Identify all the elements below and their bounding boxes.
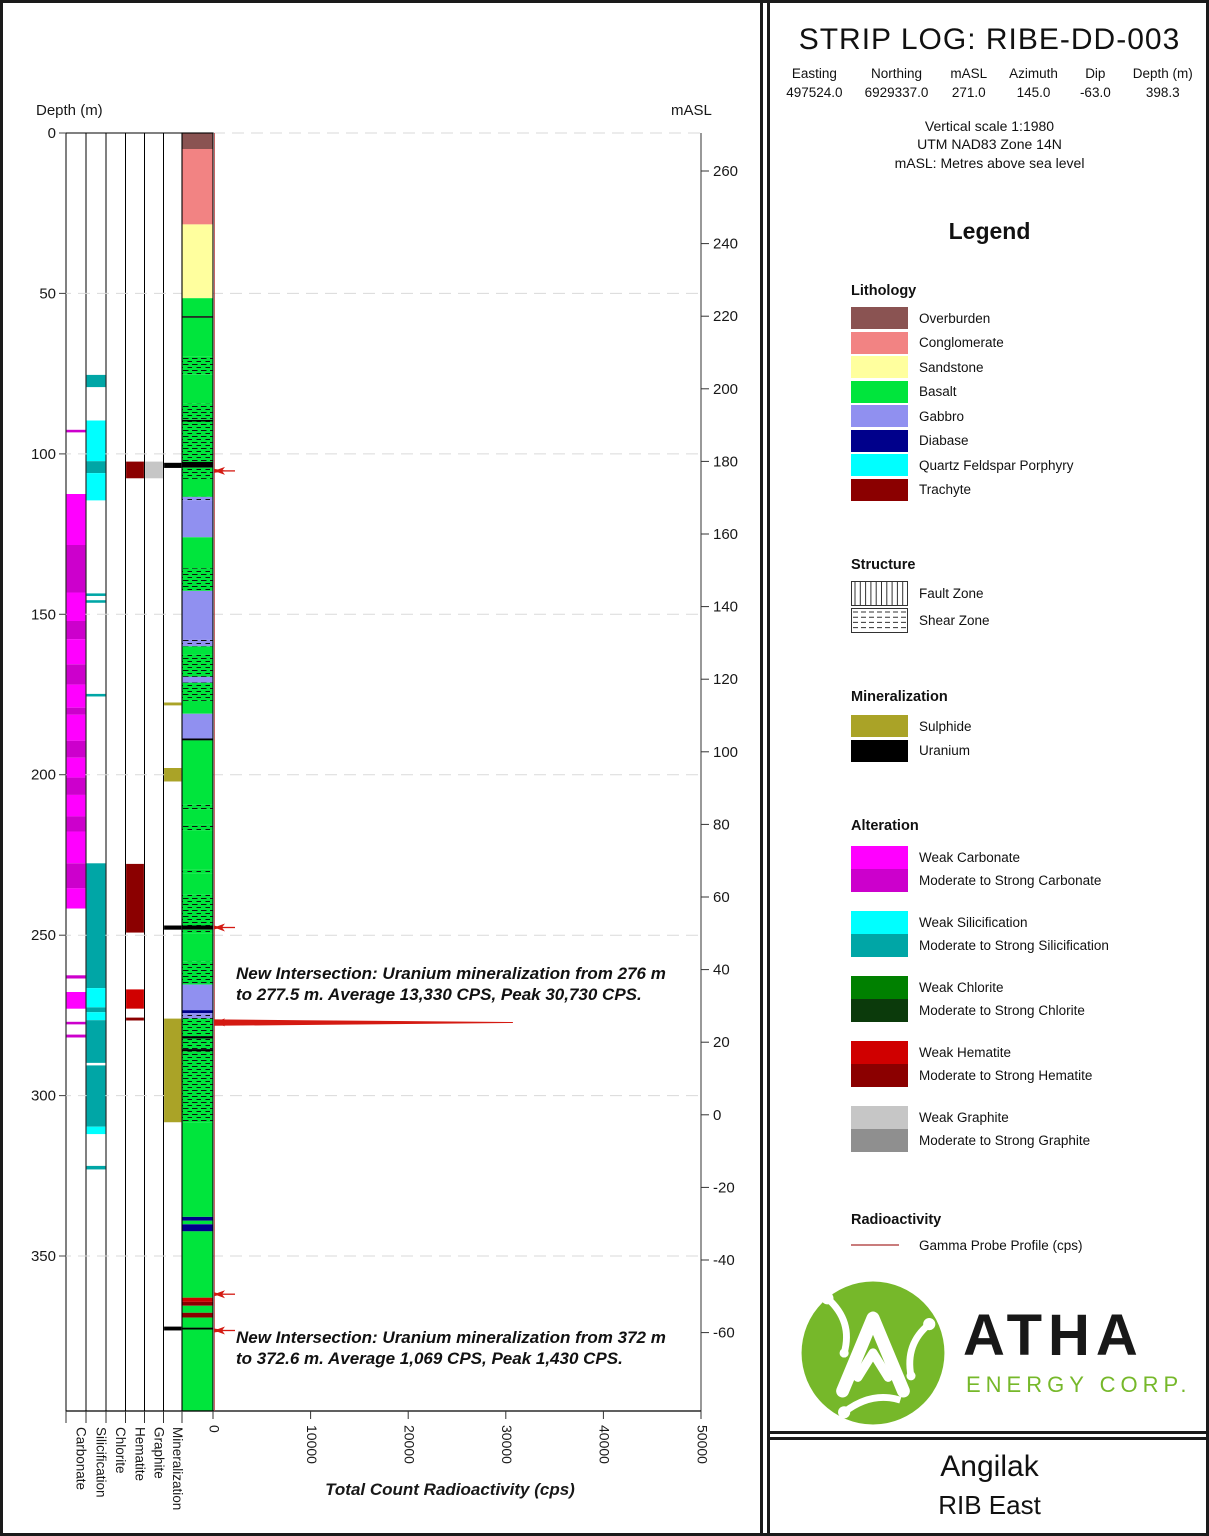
hematite-interval xyxy=(126,989,144,1008)
collar-field xyxy=(1080,65,1111,103)
shear-zone-pattern-icon xyxy=(851,608,908,633)
strip-log-plot xyxy=(3,3,763,1536)
shear-zone-overlay xyxy=(182,497,213,501)
legend-item-label: Diabase xyxy=(919,433,969,449)
project-footer xyxy=(770,1431,1209,1536)
legend-alteration-labels xyxy=(919,1106,1090,1152)
legend-section-alteration xyxy=(773,818,1206,1152)
masl-tick-label: 40 xyxy=(713,961,730,979)
uranium-interval xyxy=(164,1327,181,1331)
lithology-trachyte xyxy=(182,1302,213,1306)
collar-field xyxy=(1009,65,1058,103)
silicification-interval xyxy=(87,473,106,500)
masl-tick-label: 140 xyxy=(713,598,739,616)
legend-structure-item xyxy=(851,608,1206,633)
masl-axis-title: mASL xyxy=(671,102,712,119)
lithology-basalt xyxy=(182,1231,213,1297)
shear-zone-overlay xyxy=(182,568,213,590)
sulphide-interval xyxy=(164,768,181,781)
lithology-swatch-icon xyxy=(851,479,908,501)
hematite-swatch-icon xyxy=(851,1041,908,1087)
collar-field-value: 497524.0 xyxy=(786,84,843,100)
x-axis-tick-label: 10000 xyxy=(303,1425,320,1464)
sulphide-interval xyxy=(164,1019,181,1123)
collar-field-value: 271.0 xyxy=(951,84,986,100)
shear-zone-overlay xyxy=(182,1019,213,1037)
carbonate-interval xyxy=(67,430,86,433)
legend-lithology-item xyxy=(851,405,1206,427)
carbonate-interval xyxy=(67,816,86,831)
legend-heading: Mineralization xyxy=(851,689,948,706)
gamma-spike xyxy=(214,1019,513,1025)
legend-section-structure xyxy=(773,557,1206,634)
legend-mineralization-item xyxy=(851,715,1206,737)
carbonate-interval xyxy=(67,593,86,622)
strong-swatch-half xyxy=(851,869,908,892)
legend-alteration-labels xyxy=(919,911,1109,957)
legend-alteration-group-chlorite xyxy=(851,976,1206,1022)
track-column-label: Mineralization xyxy=(170,1427,186,1511)
project-name: Angilak xyxy=(940,1450,1039,1483)
annotation-intersection-276m xyxy=(236,963,716,1006)
legend-item-label: Moderate to Strong Carbonate xyxy=(919,872,1102,888)
carbonate-interval xyxy=(67,863,86,888)
masl-tick-label: 0 xyxy=(713,1106,722,1124)
silicification-interval xyxy=(87,988,106,1007)
masl-tick-label: 180 xyxy=(713,453,739,471)
logo-tagline: ENERGY CORP. xyxy=(966,1372,1192,1398)
shear-zone-overlay xyxy=(182,824,213,830)
masl-tick-label: 100 xyxy=(713,743,739,761)
carbonate-interval xyxy=(67,758,86,778)
carbonate-swatch-icon xyxy=(851,846,908,892)
collar-field-label: Azimuth xyxy=(1009,66,1058,81)
shear-zone-overlay xyxy=(182,404,213,420)
legend-item-label: Weak Graphite xyxy=(919,1109,1009,1125)
silicification-interval xyxy=(87,694,106,697)
track-column-label: Silicification xyxy=(93,1427,109,1498)
silicification-interval xyxy=(87,1012,106,1020)
hematite-interval xyxy=(126,1018,144,1021)
project-area: RIB East xyxy=(938,1490,1041,1520)
silicification-interval xyxy=(87,593,106,596)
silicification-swatch-icon xyxy=(851,911,908,957)
collar-field xyxy=(865,65,929,103)
lithology-basalt xyxy=(182,479,213,497)
scale-notes xyxy=(773,117,1206,172)
lithology-gabbro xyxy=(182,591,213,640)
logo-wordmark: ATHA xyxy=(963,1303,1144,1369)
collar-field-label: Easting xyxy=(791,66,837,81)
masl-tick-label: 20 xyxy=(713,1034,730,1052)
legend-alteration-group-silicification xyxy=(851,911,1206,957)
weak-swatch-half xyxy=(851,1041,908,1064)
collar-info-table xyxy=(773,65,1206,103)
lithology-contact xyxy=(182,739,213,741)
shear-zone-overlay xyxy=(182,468,213,479)
x-axis-tick-label: 50000 xyxy=(694,1425,711,1464)
annotation-line: to 277.5 m. Average 13,330 CPS, Peak 30,730 CPS. xyxy=(236,985,642,1005)
lithology-swatch-icon xyxy=(851,356,908,378)
masl-tick-label: -40 xyxy=(713,1252,735,1269)
lithology-gabbro xyxy=(182,714,213,739)
uranium-swatch-icon xyxy=(851,740,908,762)
depth-tick-label: 100 xyxy=(30,445,56,463)
legend-mineralization-item xyxy=(851,740,1206,762)
strong-swatch-half xyxy=(851,1064,908,1087)
lithology-basalt xyxy=(182,374,213,404)
legend-item-label: Moderate to Strong Chlorite xyxy=(919,1002,1085,1018)
legend-item-label: Basalt xyxy=(919,384,957,400)
carbonate-interval xyxy=(67,621,86,639)
masl-tick-label: 240 xyxy=(713,235,739,253)
legend-item-label: Moderate to Strong Graphite xyxy=(919,1132,1091,1148)
weak-swatch-half xyxy=(851,976,908,999)
lithology-contact xyxy=(182,1049,213,1051)
legend-alteration-labels xyxy=(919,976,1085,1022)
track-column-hematite xyxy=(126,133,145,1411)
x-axis-tick-label: 40000 xyxy=(596,1425,613,1464)
legend-alteration-labels xyxy=(919,846,1101,892)
scale-note: Vertical scale 1:1980 xyxy=(924,117,1055,134)
footer-separator xyxy=(770,1434,1209,1440)
silicification-interval xyxy=(87,1127,106,1134)
legend-heading: Lithology xyxy=(851,283,917,300)
legend-item-label: Gabbro xyxy=(919,408,965,424)
company-name xyxy=(963,1303,1192,1398)
lithology-basalt xyxy=(182,1306,213,1313)
silicification-interval xyxy=(87,461,106,473)
lithology-contact xyxy=(182,316,213,318)
lithology-basalt xyxy=(182,933,213,962)
track-column-label: Carbonate xyxy=(73,1427,89,1491)
strong-swatch-half xyxy=(851,999,908,1022)
x-axis-tick-label: 0 xyxy=(206,1425,223,1433)
masl-tick-label: 160 xyxy=(713,526,739,543)
legend-alteration-labels xyxy=(919,1041,1092,1087)
strong-swatch-half xyxy=(851,1129,908,1152)
legend-item-label: Weak Hematite xyxy=(919,1044,1012,1060)
carbonate-interval xyxy=(67,778,86,795)
depth-tick-label: 0 xyxy=(47,125,56,142)
legend-item-label: Moderate to Strong Hematite xyxy=(919,1067,1093,1083)
depth-tick-label: 250 xyxy=(30,927,56,945)
shear-zone-overlay xyxy=(182,1051,213,1122)
legend-item-label: Shear Zone xyxy=(919,613,990,629)
silicification-interval xyxy=(87,375,106,387)
shear-zone-overlay xyxy=(182,683,213,701)
silicification-interval xyxy=(87,1020,106,1063)
silicification-interval xyxy=(87,863,106,988)
track-column-graphite xyxy=(145,133,164,1411)
shear-zone-overlay xyxy=(182,1013,213,1018)
carbonate-interval xyxy=(67,992,86,1009)
chlorite-swatch-icon xyxy=(851,976,908,1022)
track-column-label: Chlorite xyxy=(113,1427,129,1474)
atha-logo-icon xyxy=(797,1277,949,1429)
hematite-interval xyxy=(126,462,144,479)
carbonate-interval xyxy=(67,494,86,545)
collar-field-value: 6929337.0 xyxy=(864,84,929,100)
shear-zone-overlay xyxy=(182,654,213,676)
legend-lithology-item xyxy=(851,356,1206,378)
lithology-basalt xyxy=(182,809,213,824)
annotation-line: New Intersection: Uranium mineralization from 372 m xyxy=(236,1328,666,1347)
masl-tick-label: 260 xyxy=(713,163,739,180)
uranium-interval xyxy=(164,926,181,930)
track-column-label: Graphite xyxy=(151,1427,167,1479)
hematite-interval xyxy=(126,864,144,933)
lithology-basalt xyxy=(182,701,213,714)
carbonate-interval xyxy=(67,639,86,664)
carbonate-interval xyxy=(67,664,86,684)
lithology-sandstone xyxy=(182,224,213,298)
lithology-swatch-icon xyxy=(851,454,908,476)
sulphide-interval xyxy=(164,703,181,706)
carbonate-interval xyxy=(67,1035,86,1038)
track-column-chlorite xyxy=(106,133,126,1411)
depth-axis-title: Depth (m) xyxy=(36,102,103,119)
strong-swatch-half xyxy=(851,934,908,957)
weak-swatch-half xyxy=(851,846,908,869)
shear-zone-overlay xyxy=(182,870,213,874)
depth-tick-label: 50 xyxy=(39,285,56,303)
legend-structure-item xyxy=(851,581,1206,606)
shear-zone-overlay xyxy=(182,805,213,809)
fault-zone-pattern-icon xyxy=(851,581,908,606)
legend-item-label: Uranium xyxy=(919,743,971,759)
silicification-interval xyxy=(87,1065,106,1126)
legend-section-radioactivity xyxy=(773,1212,1206,1253)
shear-zone-overlay xyxy=(182,930,213,934)
lithology-conglomerate xyxy=(182,149,213,224)
legend-lithology-item xyxy=(851,430,1206,452)
collar-field-label: Dip xyxy=(1085,66,1106,81)
track-column-label: Hematite xyxy=(132,1427,148,1482)
lithology-gabbro xyxy=(182,985,213,1011)
depth-tick-label: 300 xyxy=(30,1087,56,1105)
legend-heading: Alteration xyxy=(851,817,919,834)
legend-lithology-item xyxy=(851,307,1206,329)
carbonate-interval xyxy=(67,685,86,708)
annotation-line: to 372.6 m. Average 1,069 CPS, Peak 1,430 CPS. xyxy=(236,1349,623,1369)
lithology-basalt xyxy=(182,874,213,895)
lithology-basalt xyxy=(182,1330,213,1411)
silicification-interval xyxy=(87,600,106,603)
carbonate-interval xyxy=(67,741,86,758)
track-column-silicification xyxy=(86,133,106,1411)
lithology-swatch-icon xyxy=(851,381,908,403)
weak-swatch-half xyxy=(851,911,908,934)
carbonate-interval xyxy=(67,708,86,715)
legend-item-label: Trachyte xyxy=(919,482,972,498)
lithology-swatch-icon xyxy=(851,405,908,427)
legend-lithology-item xyxy=(851,479,1206,501)
legend-heading: Radioactivity xyxy=(851,1211,942,1228)
masl-tick-label: 80 xyxy=(713,816,730,834)
x-axis-tick-label: 20000 xyxy=(401,1425,418,1464)
collar-field xyxy=(786,65,842,103)
lithology-basalt xyxy=(182,646,213,654)
depth-tick-label: 150 xyxy=(30,606,56,624)
collar-field xyxy=(1133,65,1193,103)
lithology-uranium xyxy=(182,462,213,468)
lithology-swatch-icon xyxy=(851,332,908,354)
masl-tick-label: -60 xyxy=(713,1324,735,1342)
legend-radioactivity-item xyxy=(851,1238,1206,1253)
shear-zone-overlay xyxy=(182,895,213,926)
lithology-diabase xyxy=(182,1010,213,1013)
collar-field-label: mASL xyxy=(950,66,988,81)
graphite-swatch-icon xyxy=(851,1106,908,1152)
shear-zone-overlay xyxy=(182,640,213,647)
carbonate-interval xyxy=(67,832,86,864)
legend-alteration-group-carbonate xyxy=(851,846,1206,892)
legend-item-label: Gamma Probe Profile (cps) xyxy=(919,1237,1083,1253)
lithology-swatch-icon xyxy=(851,307,908,329)
legend-lithology-item xyxy=(851,454,1206,476)
page-title: STRIP LOG: RIBE-DD-003 xyxy=(798,23,1181,56)
lithology-overburden xyxy=(182,133,213,149)
collar-field-label: Depth (m) xyxy=(1132,66,1193,81)
lithology-basalt xyxy=(182,1221,213,1225)
lithology-swatch-icon xyxy=(851,430,908,452)
legend-item-label: Weak Silicification xyxy=(919,914,1028,930)
lithology-basalt xyxy=(182,1318,213,1328)
annotation-intersection-372m xyxy=(236,1327,716,1370)
masl-tick-label: 120 xyxy=(713,671,739,689)
sulphide-swatch-icon xyxy=(851,715,908,737)
graphite-interval xyxy=(145,462,163,479)
legend-item-label: Quartz Feldspar Porphyry xyxy=(919,457,1074,473)
legend-item-label: Conglomerate xyxy=(919,335,1004,351)
info-panel xyxy=(773,3,1206,1431)
shear-zone-overlay xyxy=(182,962,213,985)
lithology-contact xyxy=(182,1328,213,1330)
collar-field-value: 145.0 xyxy=(1016,84,1051,100)
weak-swatch-half xyxy=(851,1106,908,1129)
x-axis-title: Total Count Radioactivity (cps) xyxy=(325,1480,575,1499)
lithology-basalt xyxy=(182,537,213,568)
masl-tick-label: -20 xyxy=(713,1179,735,1197)
scale-note: UTM NAD83 Zone 14N xyxy=(917,136,1062,153)
legend-lithology-item xyxy=(851,381,1206,403)
lithology-basalt xyxy=(182,1122,213,1217)
lithology-trachyte xyxy=(182,1313,213,1318)
lithology-diabase xyxy=(182,1217,213,1221)
silicification-interval xyxy=(87,421,106,462)
collar-field-value: -63.0 xyxy=(1079,84,1111,100)
legend-section-lithology xyxy=(773,283,1206,501)
lithology-uranium xyxy=(182,926,213,930)
lithology-diabase xyxy=(182,1224,213,1231)
masl-tick-label: 220 xyxy=(713,308,739,326)
lithology-basalt xyxy=(182,318,213,357)
collar-field xyxy=(950,65,987,103)
masl-tick-label: 60 xyxy=(713,889,730,906)
uranium-interval xyxy=(164,463,181,468)
legend-item-label: Overburden xyxy=(919,310,991,326)
carbonate-interval xyxy=(67,715,86,741)
legend-lithology-item xyxy=(851,332,1206,354)
masl-tick-label: 200 xyxy=(713,380,739,398)
scale-note: mASL: Metres above sea level xyxy=(894,154,1085,171)
shear-zone-overlay xyxy=(182,356,213,374)
legend-item-label: Sandstone xyxy=(919,359,984,375)
lithology-basalt xyxy=(182,298,213,316)
legend-item-label: Fault Zone xyxy=(919,585,984,601)
carbonate-interval xyxy=(67,545,86,592)
carbonate-interval xyxy=(67,795,86,816)
carbonate-interval xyxy=(67,1022,86,1025)
legend-alteration-group-hematite xyxy=(851,1041,1206,1087)
shear-zone-overlay xyxy=(182,422,213,462)
legend-heading: Structure xyxy=(851,556,916,573)
lithology-trachyte xyxy=(182,1298,213,1302)
lithology-gabbro xyxy=(182,677,213,683)
legend-section-mineralization xyxy=(773,689,1206,762)
lithology-contact xyxy=(182,420,213,422)
carbonate-interval xyxy=(67,888,86,908)
carbonate-interval xyxy=(67,975,86,978)
legend-alteration-group-graphite xyxy=(851,1106,1206,1152)
collar-field-value: 398.3 xyxy=(1145,84,1180,100)
legend-item-label: Moderate to Strong Silicification xyxy=(919,937,1109,953)
depth-tick-label: 200 xyxy=(30,766,56,784)
depth-tick-label: 350 xyxy=(30,1248,56,1265)
lithology-gabbro xyxy=(182,501,213,538)
legend-title: Legend xyxy=(948,218,1031,245)
lithology-contact xyxy=(182,1036,213,1038)
collar-field-label: Northing xyxy=(870,66,922,81)
shear-zone-overlay xyxy=(182,1039,213,1050)
gamma-line-icon xyxy=(851,1244,899,1246)
legend-item-label: Sulphide xyxy=(919,718,972,734)
silicification-interval xyxy=(87,1166,106,1170)
legend-item-label: Weak Chlorite xyxy=(919,979,1004,995)
silicification-interval xyxy=(87,1007,106,1012)
lithology-basalt xyxy=(182,740,213,804)
lithology-basalt xyxy=(182,831,213,870)
x-axis-tick-label: 30000 xyxy=(499,1425,516,1464)
panel-divider xyxy=(760,3,770,1536)
legend-item-label: Weak Carbonate xyxy=(919,849,1021,865)
company-logo xyxy=(797,1277,1206,1429)
annotation-line: New Intersection: Uranium mineralization from 276 m xyxy=(236,964,666,983)
